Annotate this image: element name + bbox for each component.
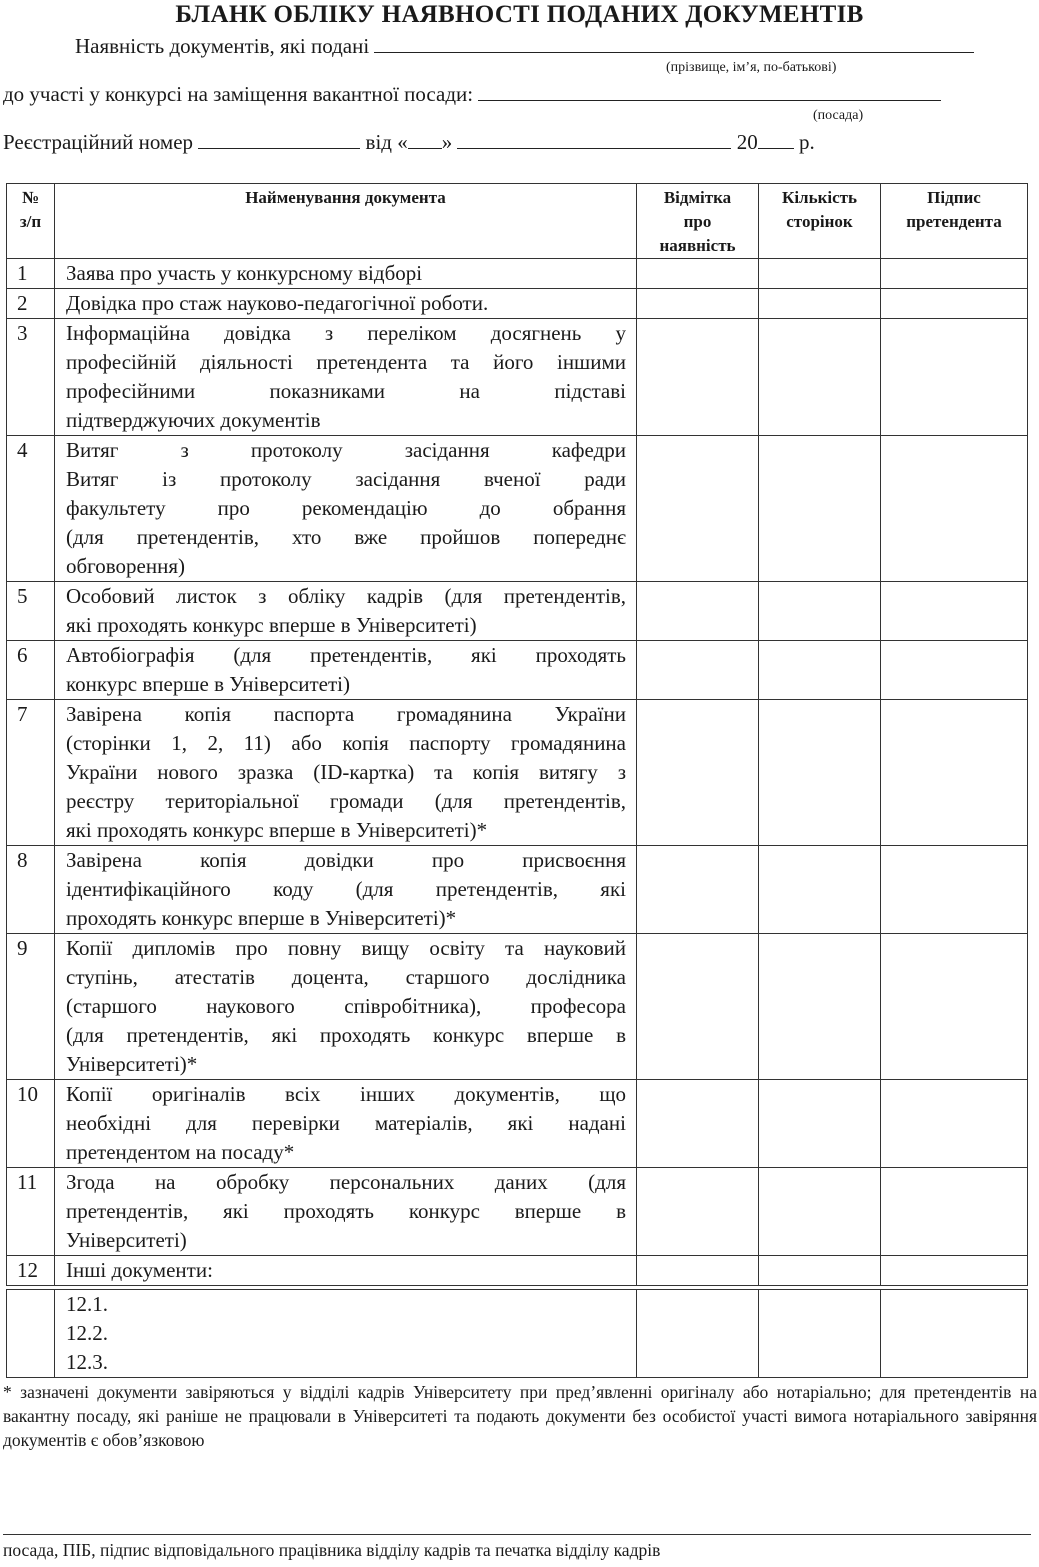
other-documents-table <box>6 1289 1028 1378</box>
document-name <box>55 1256 637 1286</box>
signature-cell[interactable] <box>881 1168 1028 1256</box>
document-name-line: Копії оригіналів всіх інших документів, що <box>66 1082 626 1106</box>
presence-mark-cell[interactable] <box>637 582 759 641</box>
signature-line[interactable] <box>3 1534 1031 1535</box>
document-name-line: конкурс вперше в Університеті) <box>66 672 351 696</box>
document-name <box>55 1080 637 1168</box>
document-name <box>55 582 637 641</box>
document-name-line: (сторінки 1, 2, 11) або копія паспорту громадянина <box>66 731 626 755</box>
row-number: 4 <box>7 436 55 582</box>
header-number-line: з/п <box>19 212 42 231</box>
registration-label: Реєстраційний номер <box>3 130 194 154</box>
page-count-cell[interactable] <box>759 436 881 582</box>
presence-mark-cell[interactable] <box>637 289 759 319</box>
position-label: до участі у конкурсі на заміщення вакантної посади: <box>3 82 474 106</box>
document-name-line: (для претендентів, хто вже пройшов попереднє <box>66 525 626 549</box>
page-count-cell[interactable] <box>759 1168 881 1256</box>
presence-mark-cell[interactable] <box>637 319 759 436</box>
presence-mark-cell[interactable] <box>637 700 759 846</box>
document-name-line: реєстру територіальної громади (для претендентів, <box>66 789 626 813</box>
header-number-line: № <box>21 188 40 207</box>
document-name-line: професійній діяльності претендента та його іншими <box>66 350 626 374</box>
row-number: 12 <box>7 1256 55 1286</box>
document-name <box>55 934 637 1080</box>
form-title: БЛАНК ОБЛІКУ НАЯВНОСТІ ПОДАНИХ ДОКУМЕНТІВ <box>175 1 864 28</box>
page-count-cell[interactable] <box>759 582 881 641</box>
document-name-line: Особовий листок з обліку кадрів (для претендентів, <box>66 584 626 608</box>
submitter-line <box>75 32 974 59</box>
presence-mark-cell[interactable] <box>637 1168 759 1256</box>
signature-cell[interactable] <box>881 846 1028 934</box>
page-count-cell[interactable] <box>759 1080 881 1168</box>
document-name-line: Інші документи: <box>66 1258 213 1282</box>
presence-mark-cell[interactable] <box>637 1080 759 1168</box>
document-name-line: Витяг із протоколу засідання вченої ради <box>66 467 626 491</box>
document-name-line: (старшого наукового співробітника), професора <box>66 994 626 1018</box>
header-mark-line: Відмітка <box>663 188 732 207</box>
date-month-field[interactable] <box>457 128 731 149</box>
other-document-item: 12.1. <box>66 1292 108 1316</box>
table-row <box>7 259 1028 289</box>
row-number: 6 <box>7 641 55 700</box>
presence-mark-cell[interactable] <box>637 1256 759 1286</box>
document-name-line: які проходять конкурс вперше в Університеті)* <box>66 818 488 842</box>
page-count-cell[interactable] <box>759 700 881 846</box>
header-presence-mark <box>637 184 759 259</box>
signature-cell[interactable] <box>881 289 1028 319</box>
document-name-line: проходять конкурс вперше в Університеті)* <box>66 906 457 930</box>
row-number: 10 <box>7 1080 55 1168</box>
documents-table <box>6 183 1028 1286</box>
presence-mark-cell[interactable] <box>637 436 759 582</box>
table-row <box>7 1080 1028 1168</box>
document-name-line: Завірена копія паспорта громадянина України <box>66 702 626 726</box>
presence-mark-cell[interactable] <box>637 934 759 1080</box>
submitter-name-field[interactable] <box>374 32 974 53</box>
position-hint: (посада) <box>813 108 864 123</box>
header-pages-line: сторінок <box>786 212 853 231</box>
table-header-row <box>7 184 1028 259</box>
row-number: 3 <box>7 319 55 436</box>
document-name-line: Довідка про стаж науково-педагогічної роботи. <box>66 291 489 315</box>
document-name-line: Університеті)* <box>66 1052 198 1076</box>
date-year-field[interactable] <box>758 128 794 149</box>
registration-number-field[interactable] <box>198 128 360 149</box>
document-name <box>55 319 637 436</box>
other-document-item: 12.2. <box>66 1321 108 1345</box>
header-pages-line: Кількість <box>782 188 857 207</box>
page-count-cell[interactable] <box>759 641 881 700</box>
page-count-cell[interactable] <box>759 1256 881 1286</box>
page-count-cell[interactable] <box>759 319 881 436</box>
row-number: 7 <box>7 700 55 846</box>
document-name <box>55 641 637 700</box>
signature-cell[interactable] <box>881 259 1028 289</box>
submitter-label: Наявність документів, які подані <box>75 34 370 58</box>
document-name-line: Завірена копія довідки про присвоєння <box>66 848 626 872</box>
document-name-line: Копії дипломів про повну вищу освіту та науковий <box>66 936 626 960</box>
other-documents-row <box>7 1290 1028 1378</box>
document-name <box>55 436 637 582</box>
other-number-cell <box>7 1290 55 1378</box>
date-day-field[interactable] <box>408 128 442 149</box>
table-row <box>7 700 1028 846</box>
document-name-line: Заява про участь у конкурсному відборі <box>66 261 423 285</box>
table-row <box>7 436 1028 582</box>
document-name-line: Інформаційна довідка з переліком досягнень у <box>66 321 626 345</box>
header-page-count <box>759 184 881 259</box>
presence-mark-cell[interactable] <box>637 846 759 934</box>
header-mark-line: наявність <box>659 236 736 255</box>
header-number <box>7 184 55 259</box>
document-name <box>55 700 637 846</box>
signature-caption: посада, ПІБ, підпис відповідального працівника відділу кадрів та печатка відділу кадрів <box>3 1540 661 1560</box>
page-count-cell[interactable] <box>759 259 881 289</box>
table-row <box>7 641 1028 700</box>
row-number: 11 <box>7 1168 55 1256</box>
table-row <box>7 1168 1028 1256</box>
year-prefix: 20 <box>736 130 758 154</box>
document-name-line: підтверджуючих документів <box>66 408 321 432</box>
presence-mark-cell[interactable] <box>637 641 759 700</box>
date-from-label: від « <box>365 130 408 154</box>
document-name-line: Витяг з протоколу засідання кафедри <box>66 438 626 462</box>
other-document-item: 12.3. <box>66 1350 108 1374</box>
table-row <box>7 582 1028 641</box>
signature-cell[interactable] <box>881 641 1028 700</box>
registration-line <box>3 128 815 155</box>
signature-cell[interactable] <box>881 1080 1028 1168</box>
document-name-line: ступінь, атестатів доцента, старшого дослідника <box>66 965 626 989</box>
document-name-line: Згода на обробку персональних даних (для <box>66 1170 626 1194</box>
footnote: * зазначені документи завіряються у відділі кадрів Університету при пред’явленні оригіналу або нотаріально; для претендентів на вакантну посаду, які раніше не працювали в Університеті та подають документи без особистої участі вимога нотаріального завіряння документів є обов’язковою <box>3 1382 1037 1450</box>
document-name-line: факультету про рекомендацію до обрання <box>66 496 626 520</box>
document-name-line: (для претендентів, які проходять конкурс вперше в <box>66 1023 626 1047</box>
document-name-line: які проходять конкурс вперше в Університеті) <box>66 613 477 637</box>
document-name-line: Університеті) <box>66 1228 187 1252</box>
page-count-cell[interactable] <box>759 1290 881 1378</box>
header-document-name: Найменування документа <box>55 184 637 259</box>
document-name-line: претендентів, які проходять конкурс вперше в <box>66 1199 626 1223</box>
document-name-line: претендентом на посаду* <box>66 1140 295 1164</box>
row-number: 1 <box>7 259 55 289</box>
document-name <box>55 289 637 319</box>
document-name-line: необхідні для перевірки матеріалів, які надані <box>66 1111 626 1135</box>
document-name <box>55 1168 637 1256</box>
form-body <box>3 183 1037 1562</box>
document-name-line: Автобіографія (для претендентів, які проходять <box>66 643 626 667</box>
other-documents-list <box>55 1290 637 1378</box>
document-name <box>55 259 637 289</box>
position-field[interactable] <box>478 80 941 101</box>
header-sign-line: Підпис <box>927 188 981 207</box>
table-row <box>7 1256 1028 1286</box>
presence-mark-cell[interactable] <box>637 259 759 289</box>
row-number: 8 <box>7 846 55 934</box>
page-count-cell[interactable] <box>759 934 881 1080</box>
row-number: 5 <box>7 582 55 641</box>
table-row <box>7 289 1028 319</box>
signature-cell[interactable] <box>881 1290 1028 1378</box>
page-count-cell[interactable] <box>759 289 881 319</box>
date-quote-close: » <box>441 130 453 154</box>
document-name <box>55 846 637 934</box>
document-name-line: обговорення) <box>66 554 185 578</box>
page-count-cell[interactable] <box>759 846 881 934</box>
presence-mark-cell[interactable] <box>637 1290 759 1378</box>
header-signature <box>881 184 1028 259</box>
submitter-hint: (прізвище, ім’я, по-батькові) <box>666 60 837 75</box>
row-number: 2 <box>7 289 55 319</box>
signature-cell[interactable] <box>881 319 1028 436</box>
table-row <box>7 934 1028 1080</box>
header-sign-line: претендента <box>906 212 1002 231</box>
row-number: 9 <box>7 934 55 1080</box>
year-suffix: р. <box>798 130 815 154</box>
document-name-line: професійними показниками на підставі <box>66 379 626 403</box>
signature-cell[interactable] <box>881 582 1028 641</box>
signature-cell[interactable] <box>881 1256 1028 1286</box>
document-name-line: України нового зразка (ID-картка) та копія витягу з <box>66 760 626 784</box>
table-row <box>7 319 1028 436</box>
document-name-line: ідентифікаційного коду (для претендентів, які <box>66 877 626 901</box>
signature-cell[interactable] <box>881 436 1028 582</box>
signature-cell[interactable] <box>881 934 1028 1080</box>
signature-cell[interactable] <box>881 700 1028 846</box>
position-line <box>3 80 941 107</box>
table-row <box>7 846 1028 934</box>
header-mark-line: про <box>683 212 712 231</box>
